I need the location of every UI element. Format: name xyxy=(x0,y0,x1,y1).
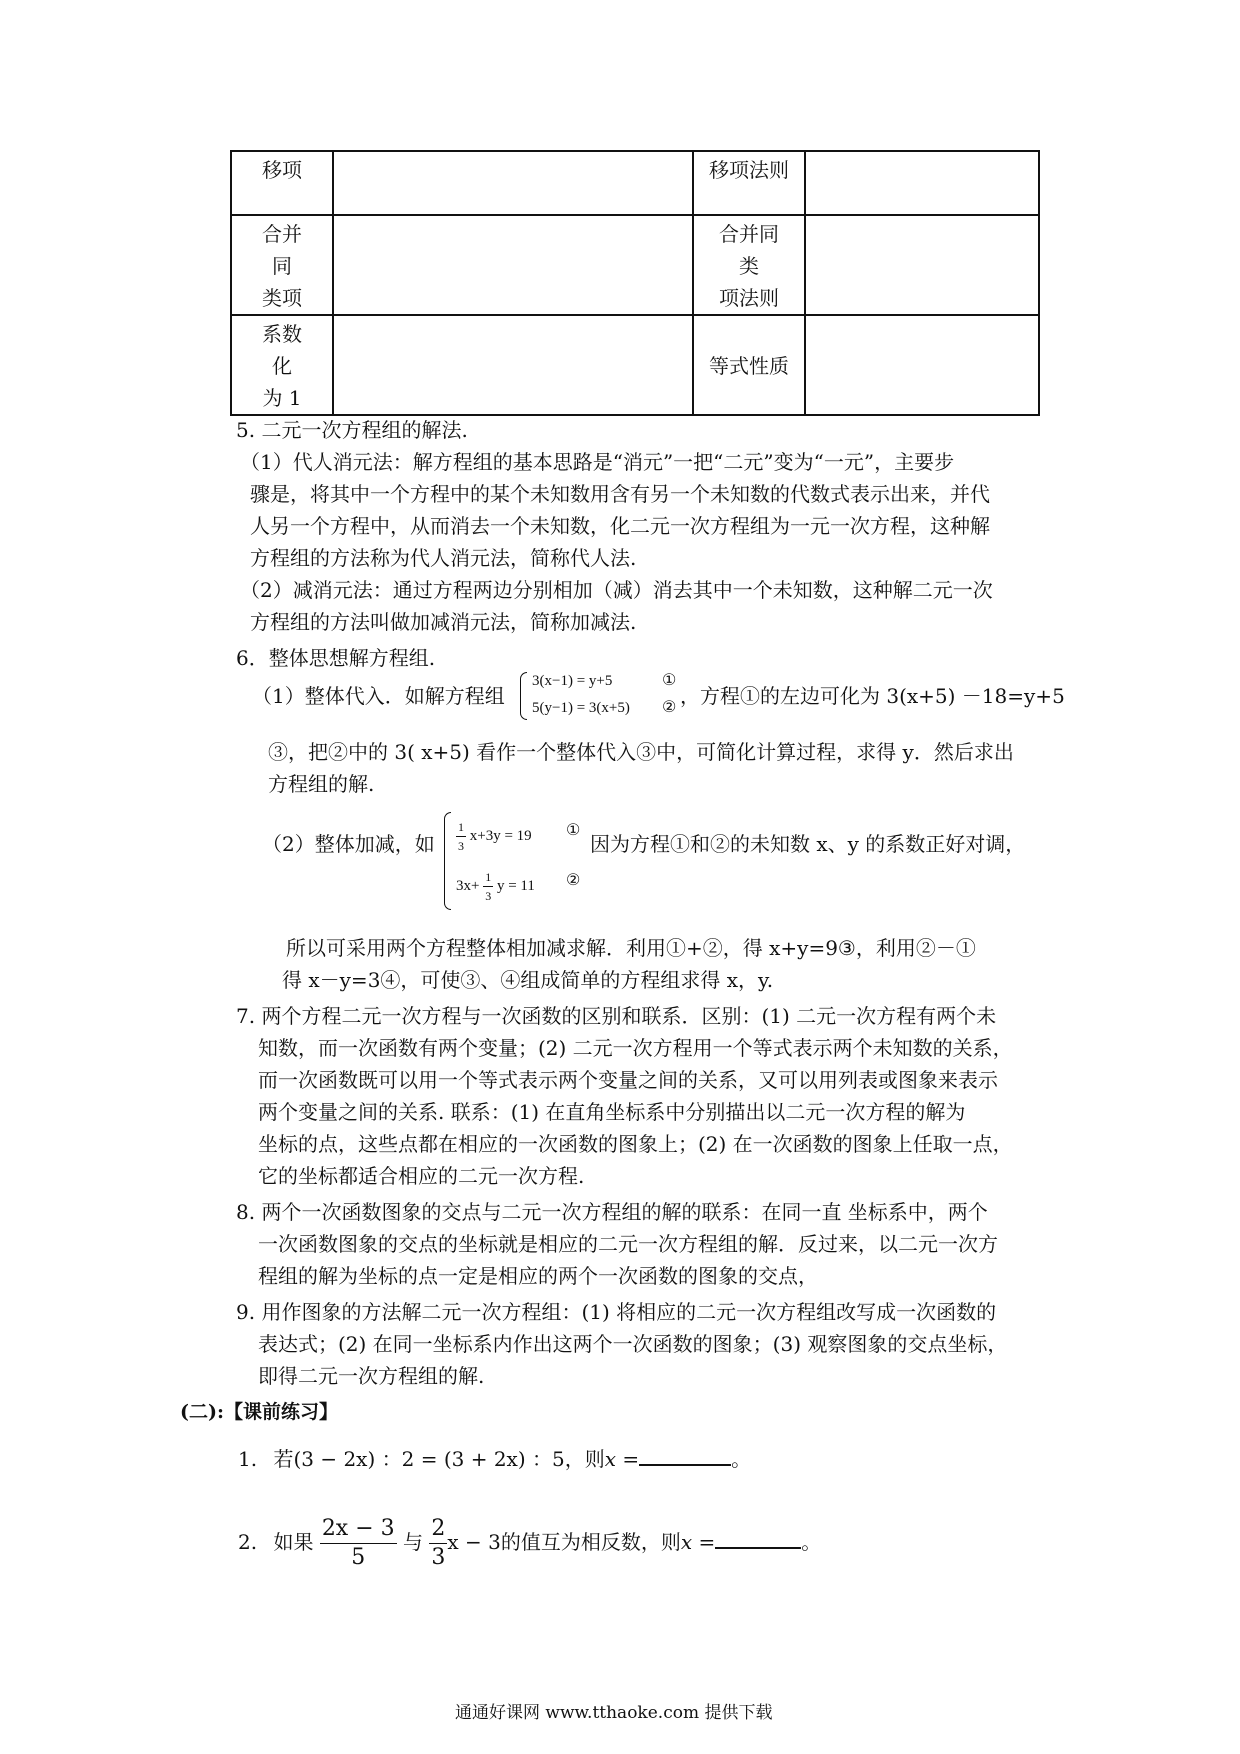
item6-s1-suffix: ，方程①的左边可化为 3(x+5) －18=y+5 xyxy=(680,684,1065,708)
cell-text: 移项 xyxy=(262,158,302,182)
item6-s1-prefix: （1）整体代入．如解方程组 xyxy=(252,684,505,708)
fraction-numerator: 1 xyxy=(456,818,466,837)
table-cell-label xyxy=(231,151,333,215)
item6-s2-prefix: （2）整体加减，如 xyxy=(262,832,435,856)
item5-p1-line: （1）代人消元法：解方程组的基本思路是“消元”一把“二元”变为“一元”，主要步 xyxy=(240,450,955,474)
table-cell-label xyxy=(231,315,333,415)
fraction-numerator: 2 xyxy=(429,1515,447,1544)
item6-s1-line2: ③，把②中的 3( x+5) 看作一个整体代入③中，可简化计算过程，求得 y．然后求出 xyxy=(268,740,1014,764)
question-text: 。 xyxy=(731,1447,752,1471)
eq-mark-1: ① xyxy=(566,822,581,839)
table-row xyxy=(231,215,1039,315)
item7-line: 两个变量之间的关系. 联系：(1) 在直角坐标系中分别描出以二元一次方程的解为 xyxy=(258,1100,966,1124)
table-cell-blank[interactable] xyxy=(333,315,693,415)
cell-text: 合并同 xyxy=(719,222,779,246)
question-2 xyxy=(238,1510,821,1574)
table-cell-blank[interactable] xyxy=(333,151,693,215)
item6-s2-line3: 得 x－y=3④，可使③、④组成简单的方程组求得 x，y. xyxy=(282,968,774,992)
table-cell-label xyxy=(693,151,805,215)
system-eq1: 3(x−1) = y+5 xyxy=(532,673,613,689)
item7-line: 知数，而一次函数有两个变量；(2) 二元一次方程用一个等式表示两个未知数的关系， xyxy=(258,1036,1013,1060)
table-cell-blank[interactable] xyxy=(333,215,693,315)
math-variable: x = xyxy=(680,1530,716,1554)
fraction xyxy=(483,868,493,905)
cell-text: 合并 xyxy=(262,222,302,246)
footer-credit: 通通好课网 www.tthaoke.com 提供下载 xyxy=(455,1703,773,1723)
table-row xyxy=(231,151,1039,215)
equation-brace xyxy=(444,812,451,910)
answer-blank[interactable] xyxy=(639,1444,731,1466)
item8-line: 8. 两个一次函数图象的交点与二元一次方程组的解的联系：在同一直 坐标系中，两个 xyxy=(236,1200,988,1224)
item9-line: 表达式；(2) 在同一坐标系内作出这两个一次函数的图象；(3) 观察图象的交点坐标， xyxy=(258,1332,1008,1356)
table-cell-label xyxy=(231,215,333,315)
math-variable: x = xyxy=(604,1447,640,1471)
item6-s2-line2: 所以可采用两个方程整体相加减求解．利用①+②，得 x+y=9③，利用②－① xyxy=(286,936,976,960)
cell-text: 移项法则 xyxy=(709,158,789,182)
fraction-numerator: 2x − 3 xyxy=(320,1515,397,1544)
cell-text: 类 xyxy=(739,254,759,278)
system-eq2: 5(y−1) = 3(x+5) xyxy=(532,700,630,716)
equation-text: y = 11 xyxy=(496,877,535,894)
steps-table xyxy=(230,150,1040,416)
fraction-denominator: 5 xyxy=(351,1545,366,1570)
math-expression: (3 − 2x) ：2 = (3 + 2x) ：5 xyxy=(293,1447,565,1471)
equation-text: 3x+ xyxy=(456,877,480,894)
math-expression: x − 3 xyxy=(447,1530,501,1554)
question-text: 如果 xyxy=(273,1530,314,1554)
fraction-denominator: 3 xyxy=(458,839,464,853)
fraction xyxy=(456,818,466,855)
item5-p1-line: 骤是，将其中一个方程中的某个未知数用含有另一个未知数的代数式表示出来，并代 xyxy=(250,482,990,506)
item7-line: 而一次函数既可以用一个等式表示两个变量之间的关系，又可以用列表或图象来表示 xyxy=(258,1068,998,1092)
equation-brace xyxy=(520,672,527,720)
item8-line: 一次函数图象的交点的坐标就是相应的二元一次方程组的解．反过来，以二元一次方 xyxy=(258,1232,998,1256)
question-text: 。 xyxy=(801,1530,822,1554)
eq-mark-2: ② xyxy=(566,872,581,889)
cell-text: 等式性质 xyxy=(709,354,789,378)
fraction-denominator: 3 xyxy=(485,889,492,903)
item9-line: 9. 用作图象的方法解二元一次方程组：(1) 将相应的二元一次方程组改写成一次函数的 xyxy=(236,1300,997,1324)
item8-line: 程组的解为坐标的点一定是相应的两个一次函数的图象的交点， xyxy=(258,1264,818,1288)
item5-p2-line: 方程组的方法叫做加减消元法，简称加减法. xyxy=(250,610,637,634)
item9-line: 即得二元一次方程组的解. xyxy=(258,1364,485,1388)
eq-mark-1: ① xyxy=(662,672,677,689)
answer-blank[interactable] xyxy=(715,1527,801,1549)
item7-line: 它的坐标都适合相应的二元一次方程. xyxy=(258,1164,585,1188)
item6-s1-line3: 方程组的解. xyxy=(268,772,375,796)
table-cell-blank[interactable] xyxy=(805,215,1039,315)
fraction xyxy=(320,1515,397,1572)
cell-text: 类项 xyxy=(262,286,302,310)
cell-text: 项法则 xyxy=(719,286,779,310)
item7-line: 7. 两个方程二元一次方程与一次函数的区别和联系．区别：(1) 二元一次方程有两个未 xyxy=(236,1004,997,1028)
fraction-numerator: 1 xyxy=(483,868,493,887)
section-heading: (二):【课前练习】 xyxy=(180,1401,338,1423)
question-number: 1. xyxy=(238,1447,258,1471)
item5-title: 5. 二元一次方程组的解法. xyxy=(236,418,468,442)
question-text: 的值互为相反数，则 xyxy=(500,1530,681,1554)
fraction-denominator: 3 xyxy=(431,1545,446,1570)
cell-text: 化 xyxy=(272,354,292,378)
item5-p1-line: 方程组的方法称为代人消元法，简称代人法. xyxy=(250,546,637,570)
system-eq2 xyxy=(456,868,535,905)
fraction xyxy=(429,1515,447,1572)
item7-line: 坐标的点，这些点都在相应的一次函数的图象上；(2) 在一次函数的图象上任取一点， xyxy=(258,1132,1013,1156)
table-cell-label xyxy=(693,315,805,415)
item5-p1-line: 人另一个方程中，从而消去一个未知数，化二元一次方程组为一元一次方程，这种解 xyxy=(250,514,990,538)
table-cell-label xyxy=(693,215,805,315)
question-number: 2. xyxy=(238,1530,258,1554)
question-1 xyxy=(238,1444,751,1473)
table-cell-blank[interactable] xyxy=(805,315,1039,415)
cell-text: 为 1 xyxy=(262,386,302,410)
table-row xyxy=(231,315,1039,415)
item6-s2-suffix: 因为方程①和②的未知数 x、y 的系数正好对调， xyxy=(590,832,1026,856)
system-eq1 xyxy=(456,818,532,855)
item6-title: 6．整体思想解方程组. xyxy=(236,646,436,670)
cell-text: 系数 xyxy=(262,322,302,346)
item5-p2-line: （2）减消元法：通过方程两边分别相加（减）消去其中一个未知数，这种解二元一次 xyxy=(240,578,993,602)
eq-mark-2: ② xyxy=(662,699,677,716)
question-text: ，则 xyxy=(564,1447,605,1471)
question-text: 与 xyxy=(403,1530,423,1554)
question-text: 若 xyxy=(273,1447,294,1471)
cell-text: 同 xyxy=(272,254,292,278)
table-cell-blank[interactable] xyxy=(805,151,1039,215)
equation-text: x+3y = 19 xyxy=(469,827,532,844)
